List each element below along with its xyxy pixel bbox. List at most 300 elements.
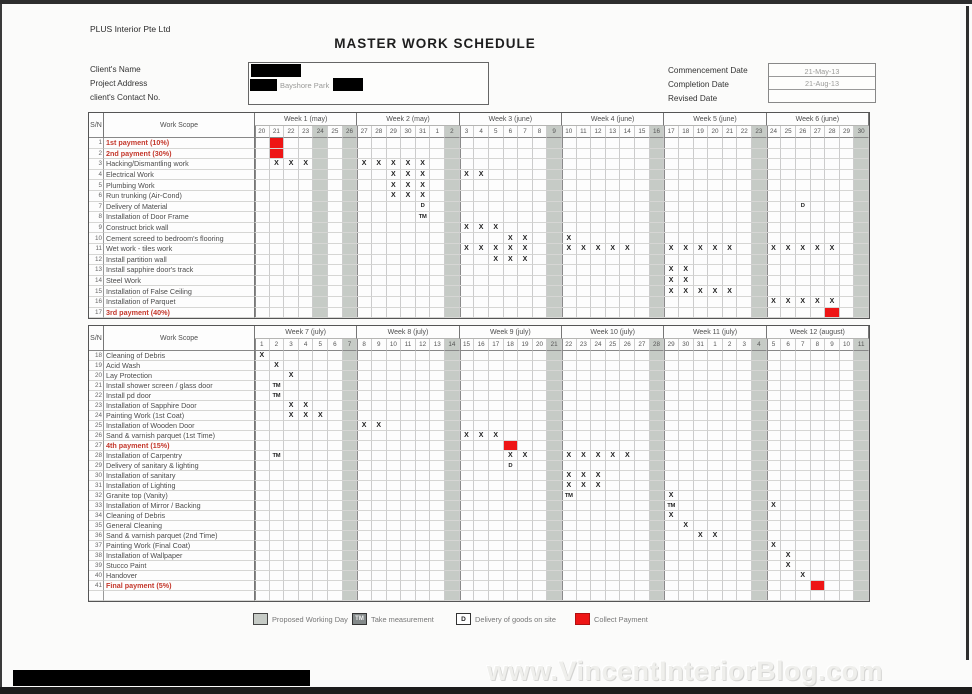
day-cell bbox=[430, 451, 445, 461]
day-cell bbox=[474, 159, 489, 170]
day-cell bbox=[781, 521, 796, 531]
day-cell bbox=[591, 276, 606, 287]
nonworking-day-cell bbox=[547, 571, 562, 581]
commencement-date-value: 21-May-13 bbox=[804, 67, 840, 76]
day-cell bbox=[284, 521, 299, 531]
nonworking-day-cell bbox=[445, 180, 460, 191]
day-cell bbox=[284, 391, 299, 401]
day-cell bbox=[416, 591, 431, 601]
day-cell bbox=[489, 149, 504, 160]
day-cell bbox=[781, 581, 796, 591]
day-cell bbox=[635, 421, 650, 431]
day-cell bbox=[708, 180, 723, 191]
day-cell bbox=[767, 276, 782, 287]
day-cell bbox=[825, 391, 840, 401]
day-header: 8 bbox=[811, 339, 826, 351]
nonworking-day-cell bbox=[650, 308, 665, 319]
day-cell bbox=[416, 138, 431, 149]
nonworking-day-cell bbox=[650, 351, 665, 361]
day-cell bbox=[606, 371, 621, 381]
day-cell bbox=[620, 421, 635, 431]
task-row-number: 33 bbox=[89, 501, 104, 511]
day-cell bbox=[679, 159, 694, 170]
day-cell bbox=[708, 471, 723, 481]
day-cell bbox=[679, 351, 694, 361]
day-cell bbox=[299, 297, 314, 308]
day-cell bbox=[489, 521, 504, 531]
day-header: 24 bbox=[591, 339, 606, 351]
day-cell bbox=[723, 223, 738, 234]
day-cell bbox=[723, 233, 738, 244]
day-cell bbox=[679, 297, 694, 308]
day-cell bbox=[474, 491, 489, 501]
day-cell bbox=[811, 481, 826, 491]
day-cell bbox=[620, 541, 635, 551]
day-cell bbox=[518, 170, 533, 181]
day-cell bbox=[620, 441, 635, 451]
day-cell bbox=[737, 180, 752, 191]
day-cell bbox=[723, 521, 738, 531]
task-name: Final payment (5%) bbox=[104, 581, 255, 591]
working-day-mark: X bbox=[562, 451, 577, 461]
nonworking-day-cell bbox=[854, 531, 869, 541]
day-cell bbox=[284, 233, 299, 244]
day-cell bbox=[533, 491, 548, 501]
nonworking-day-cell bbox=[650, 541, 665, 551]
day-cell bbox=[328, 471, 343, 481]
day-header: 6 bbox=[328, 339, 343, 351]
day-cell bbox=[708, 276, 723, 287]
day-cell bbox=[416, 255, 431, 266]
day-cell bbox=[825, 571, 840, 581]
task-row-number: 26 bbox=[89, 431, 104, 441]
day-cell bbox=[694, 421, 709, 431]
day-cell bbox=[664, 297, 679, 308]
day-cell bbox=[328, 441, 343, 451]
working-day-mark: X bbox=[606, 244, 621, 255]
day-cell bbox=[460, 286, 475, 297]
working-day-mark: X bbox=[270, 159, 285, 170]
day-cell bbox=[694, 276, 709, 287]
day-cell bbox=[781, 411, 796, 421]
day-cell bbox=[840, 149, 855, 160]
day-cell bbox=[299, 244, 314, 255]
day-cell bbox=[767, 351, 782, 361]
commencement-date-label: Commencement Date bbox=[668, 66, 748, 75]
day-cell bbox=[635, 501, 650, 511]
day-cell bbox=[577, 461, 592, 471]
day-cell bbox=[679, 581, 694, 591]
nonworking-day-cell bbox=[650, 431, 665, 441]
day-cell bbox=[357, 351, 372, 361]
nonworking-day-cell bbox=[343, 471, 358, 481]
day-cell bbox=[416, 531, 431, 541]
day-cell bbox=[635, 308, 650, 319]
day-cell bbox=[328, 170, 343, 181]
day-cell bbox=[474, 461, 489, 471]
client-name-label: Client's Name bbox=[90, 65, 141, 74]
day-cell bbox=[270, 308, 285, 319]
day-cell bbox=[781, 233, 796, 244]
day-cell bbox=[606, 521, 621, 531]
day-cell bbox=[620, 531, 635, 541]
day-cell bbox=[518, 441, 533, 451]
day-cell bbox=[620, 371, 635, 381]
day-cell bbox=[401, 233, 416, 244]
day-cell bbox=[737, 451, 752, 461]
day-cell bbox=[591, 297, 606, 308]
day-cell bbox=[635, 371, 650, 381]
day-cell bbox=[255, 591, 270, 601]
day-cell bbox=[620, 361, 635, 371]
task-name: Install shower screen / glass door bbox=[104, 381, 255, 391]
day-cell bbox=[430, 551, 445, 561]
day-cell bbox=[357, 244, 372, 255]
nonworking-day-cell bbox=[445, 451, 460, 461]
day-cell bbox=[284, 441, 299, 451]
nonworking-day-cell bbox=[343, 170, 358, 181]
day-cell bbox=[328, 265, 343, 276]
nonworking-day-cell bbox=[445, 501, 460, 511]
nonworking-day-cell bbox=[854, 191, 869, 202]
day-cell bbox=[606, 401, 621, 411]
day-cell bbox=[723, 571, 738, 581]
day-cell bbox=[825, 551, 840, 561]
day-cell bbox=[620, 401, 635, 411]
nonworking-day-cell bbox=[752, 441, 767, 451]
nonworking-day-cell bbox=[547, 286, 562, 297]
nonworking-day-cell bbox=[854, 481, 869, 491]
nonworking-day-cell bbox=[752, 159, 767, 170]
nonworking-day-cell bbox=[313, 223, 328, 234]
day-cell bbox=[518, 551, 533, 561]
day-cell bbox=[313, 531, 328, 541]
day-cell bbox=[460, 149, 475, 160]
day-cell bbox=[460, 401, 475, 411]
working-day-mark: X bbox=[708, 286, 723, 297]
day-cell bbox=[811, 149, 826, 160]
day-cell bbox=[313, 361, 328, 371]
day-cell bbox=[460, 551, 475, 561]
day-cell bbox=[255, 561, 270, 571]
day-cell bbox=[635, 381, 650, 391]
day-cell bbox=[767, 180, 782, 191]
day-cell bbox=[825, 511, 840, 521]
day-cell bbox=[255, 501, 270, 511]
day-cell bbox=[723, 391, 738, 401]
day-cell bbox=[664, 381, 679, 391]
day-cell bbox=[796, 471, 811, 481]
nonworking-day-cell bbox=[313, 286, 328, 297]
nonworking-day-cell bbox=[752, 421, 767, 431]
task-row-number: 21 bbox=[89, 381, 104, 391]
working-day-mark: X bbox=[489, 431, 504, 441]
day-header: 6 bbox=[504, 126, 519, 138]
day-cell bbox=[679, 551, 694, 561]
day-cell bbox=[737, 491, 752, 501]
task-row-number: 24 bbox=[89, 411, 104, 421]
day-cell bbox=[723, 541, 738, 551]
day-cell bbox=[255, 308, 270, 319]
take-measurement-mark: TM bbox=[270, 391, 285, 401]
day-header: 22 bbox=[562, 339, 577, 351]
day-cell bbox=[504, 361, 519, 371]
day-cell bbox=[518, 401, 533, 411]
nonworking-day-cell bbox=[854, 471, 869, 481]
day-cell bbox=[401, 371, 416, 381]
day-cell bbox=[708, 431, 723, 441]
day-cell bbox=[416, 391, 431, 401]
day-cell bbox=[284, 244, 299, 255]
day-cell bbox=[401, 461, 416, 471]
nonworking-day-cell bbox=[547, 491, 562, 501]
day-cell bbox=[620, 159, 635, 170]
nonworking-day-cell bbox=[854, 138, 869, 149]
day-cell bbox=[840, 297, 855, 308]
day-header: 1 bbox=[430, 126, 445, 138]
day-cell bbox=[284, 138, 299, 149]
day-cell bbox=[562, 571, 577, 581]
day-cell bbox=[299, 361, 314, 371]
schedule-table-weeks-7-12 bbox=[88, 325, 870, 602]
day-cell bbox=[430, 233, 445, 244]
day-cell bbox=[357, 591, 372, 601]
day-cell bbox=[679, 541, 694, 551]
day-cell bbox=[708, 461, 723, 471]
day-header: 8 bbox=[533, 126, 548, 138]
day-header: 21 bbox=[547, 339, 562, 351]
task-name: Lay Protection bbox=[104, 371, 255, 381]
day-cell bbox=[679, 491, 694, 501]
nonworking-day-cell bbox=[650, 421, 665, 431]
nonworking-day-cell bbox=[547, 170, 562, 181]
day-header: 19 bbox=[518, 339, 533, 351]
day-cell bbox=[723, 431, 738, 441]
day-cell bbox=[387, 471, 402, 481]
day-header: 13 bbox=[606, 126, 621, 138]
day-cell bbox=[737, 511, 752, 521]
day-header: 2 bbox=[270, 339, 285, 351]
working-day-mark: X bbox=[620, 244, 635, 255]
day-cell bbox=[591, 511, 606, 521]
day-cell bbox=[313, 401, 328, 411]
day-cell bbox=[518, 491, 533, 501]
day-cell bbox=[811, 351, 826, 361]
day-cell bbox=[518, 159, 533, 170]
day-cell bbox=[811, 451, 826, 461]
nonworking-day-cell bbox=[445, 233, 460, 244]
day-cell bbox=[811, 381, 826, 391]
day-cell bbox=[606, 461, 621, 471]
nonworking-day-cell bbox=[343, 441, 358, 451]
day-cell bbox=[284, 481, 299, 491]
task-row-number: 25 bbox=[89, 421, 104, 431]
day-cell bbox=[796, 541, 811, 551]
nonworking-day-cell bbox=[343, 551, 358, 561]
day-cell bbox=[328, 371, 343, 381]
nonworking-day-cell bbox=[313, 265, 328, 276]
day-cell bbox=[416, 276, 431, 287]
working-day-mark: X bbox=[591, 481, 606, 491]
day-cell bbox=[460, 180, 475, 191]
work-scope-column-header: Work Scope bbox=[104, 113, 255, 138]
day-cell bbox=[781, 159, 796, 170]
day-cell bbox=[694, 441, 709, 451]
day-cell bbox=[723, 461, 738, 471]
nonworking-day-cell bbox=[343, 461, 358, 471]
nonworking-day-cell bbox=[650, 481, 665, 491]
day-cell bbox=[577, 265, 592, 276]
day-cell bbox=[430, 391, 445, 401]
task-name: Granite top (Vanity) bbox=[104, 491, 255, 501]
nonworking-day-cell bbox=[854, 461, 869, 471]
nonworking-day-cell bbox=[445, 441, 460, 451]
working-day-mark: X bbox=[796, 297, 811, 308]
day-cell bbox=[372, 361, 387, 371]
day-cell bbox=[591, 501, 606, 511]
day-cell bbox=[460, 451, 475, 461]
day-cell bbox=[694, 351, 709, 361]
day-cell bbox=[357, 531, 372, 541]
day-cell bbox=[723, 501, 738, 511]
day-cell bbox=[811, 265, 826, 276]
working-day-mark: X bbox=[357, 159, 372, 170]
day-cell bbox=[591, 491, 606, 501]
day-cell bbox=[620, 233, 635, 244]
day-cell bbox=[811, 591, 826, 601]
day-header: 22 bbox=[737, 126, 752, 138]
day-cell bbox=[664, 571, 679, 581]
day-cell bbox=[811, 421, 826, 431]
day-cell bbox=[357, 401, 372, 411]
day-header: 30 bbox=[854, 126, 869, 138]
working-day-mark: X bbox=[401, 170, 416, 181]
day-cell bbox=[591, 591, 606, 601]
day-cell bbox=[518, 461, 533, 471]
day-cell bbox=[328, 202, 343, 213]
working-day-mark: X bbox=[284, 401, 299, 411]
project-address-label: Project Address bbox=[90, 79, 148, 88]
day-cell bbox=[430, 581, 445, 591]
day-cell bbox=[620, 202, 635, 213]
day-cell bbox=[737, 286, 752, 297]
day-cell bbox=[372, 212, 387, 223]
day-cell bbox=[694, 511, 709, 521]
nonworking-day-cell bbox=[343, 361, 358, 371]
working-day-mark: X bbox=[299, 401, 314, 411]
day-cell bbox=[518, 286, 533, 297]
day-cell bbox=[562, 265, 577, 276]
day-cell bbox=[255, 233, 270, 244]
day-cell bbox=[357, 471, 372, 481]
day-cell bbox=[474, 351, 489, 361]
day-cell bbox=[577, 255, 592, 266]
day-cell bbox=[270, 233, 285, 244]
task-name: 3rd payment (40%) bbox=[104, 308, 255, 319]
week-header: Week 7 (july) bbox=[255, 326, 357, 339]
day-header: 18 bbox=[679, 126, 694, 138]
week-header: Week 2 (may) bbox=[357, 113, 459, 126]
day-cell bbox=[460, 191, 475, 202]
day-cell bbox=[825, 233, 840, 244]
day-cell bbox=[504, 411, 519, 421]
day-cell bbox=[518, 361, 533, 371]
day-cell bbox=[708, 308, 723, 319]
day-cell bbox=[811, 223, 826, 234]
nonworking-day-cell bbox=[343, 381, 358, 391]
working-day-mark: X bbox=[664, 265, 679, 276]
day-cell bbox=[825, 191, 840, 202]
day-cell bbox=[372, 265, 387, 276]
day-cell bbox=[723, 381, 738, 391]
day-cell bbox=[679, 421, 694, 431]
day-cell bbox=[635, 202, 650, 213]
day-cell bbox=[811, 286, 826, 297]
working-day-mark: X bbox=[387, 180, 402, 191]
day-cell bbox=[299, 149, 314, 160]
day-cell bbox=[825, 481, 840, 491]
task-name: Steel Work bbox=[104, 276, 255, 287]
day-cell bbox=[533, 461, 548, 471]
day-cell bbox=[533, 265, 548, 276]
working-day-mark: X bbox=[679, 265, 694, 276]
day-cell bbox=[796, 223, 811, 234]
day-header: 30 bbox=[401, 126, 416, 138]
task-row-number: 5 bbox=[89, 180, 104, 191]
day-cell bbox=[430, 361, 445, 371]
nonworking-day-cell bbox=[445, 255, 460, 266]
day-cell bbox=[664, 481, 679, 491]
day-cell bbox=[504, 421, 519, 431]
day-cell bbox=[796, 561, 811, 571]
day-cell bbox=[372, 501, 387, 511]
day-cell bbox=[357, 149, 372, 160]
day-cell bbox=[694, 191, 709, 202]
day-cell bbox=[387, 149, 402, 160]
day-cell bbox=[489, 461, 504, 471]
nonworking-day-cell bbox=[547, 561, 562, 571]
nonworking-day-cell bbox=[343, 308, 358, 319]
working-day-mark: X bbox=[284, 371, 299, 381]
day-cell bbox=[737, 265, 752, 276]
day-cell bbox=[679, 411, 694, 421]
nonworking-day-cell bbox=[313, 149, 328, 160]
day-cell bbox=[679, 381, 694, 391]
day-cell bbox=[679, 451, 694, 461]
day-cell bbox=[372, 255, 387, 266]
day-cell bbox=[387, 361, 402, 371]
day-cell bbox=[357, 297, 372, 308]
day-cell bbox=[781, 180, 796, 191]
day-cell bbox=[562, 411, 577, 421]
day-cell bbox=[591, 170, 606, 181]
day-header: 7 bbox=[518, 126, 533, 138]
nonworking-day-cell bbox=[650, 381, 665, 391]
delivery-mark: D bbox=[796, 202, 811, 213]
day-cell bbox=[357, 276, 372, 287]
nonworking-day-cell bbox=[854, 265, 869, 276]
day-cell bbox=[270, 531, 285, 541]
day-header: 27 bbox=[635, 339, 650, 351]
nonworking-day-cell bbox=[547, 138, 562, 149]
day-cell bbox=[840, 191, 855, 202]
working-day-mark: X bbox=[723, 244, 738, 255]
nonworking-day-cell bbox=[752, 351, 767, 361]
day-cell bbox=[504, 191, 519, 202]
day-cell bbox=[767, 521, 782, 531]
day-cell bbox=[781, 441, 796, 451]
day-cell bbox=[504, 308, 519, 319]
